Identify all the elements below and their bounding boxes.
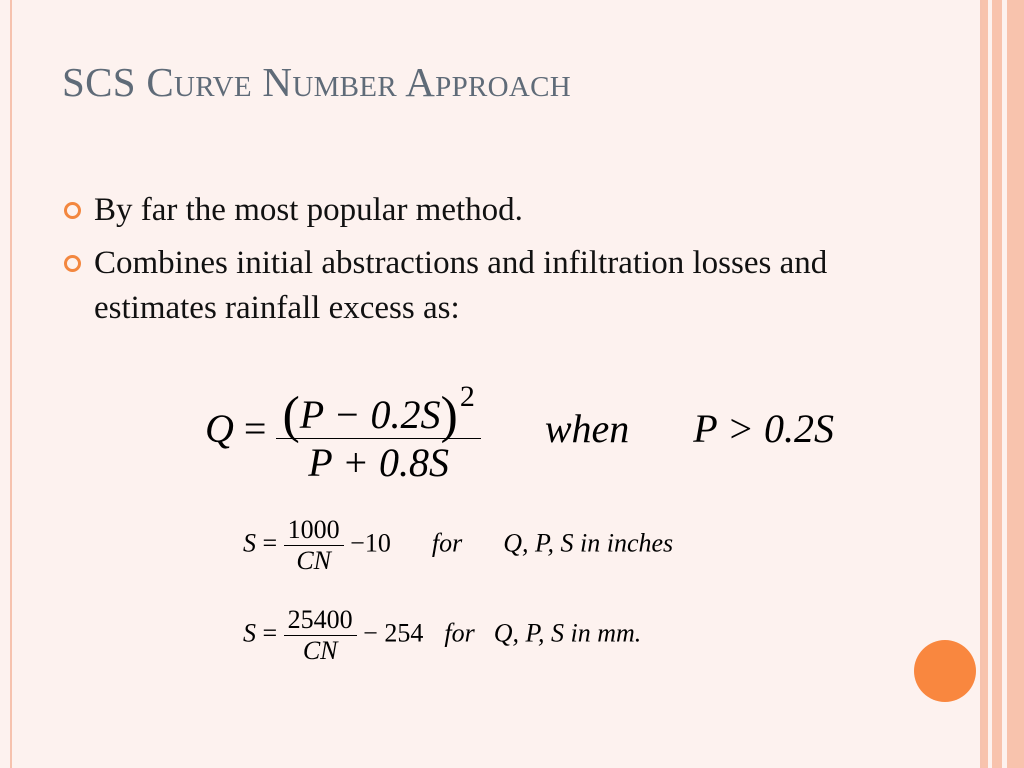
- eq2-denominator: CN: [296, 546, 332, 575]
- eq2-vars: Q, P, S in inches: [503, 528, 674, 558]
- bullet-text: By far the most popular method.: [94, 192, 523, 228]
- eq3-vars: Q, P, S in mm.: [493, 618, 642, 648]
- bullet-circle-icon: [64, 202, 81, 219]
- eq2-for: for: [431, 528, 463, 558]
- bullet-list: [62, 188, 942, 339]
- decor-orange-circle: [914, 640, 976, 702]
- eq1-fraction: $\frac{(P - 0.2S)^2}{P + 0.8S}$: [276, 380, 480, 486]
- bullet-item: [62, 188, 942, 233]
- eq3-lhs: S: [243, 618, 256, 648]
- eq2-numerator: 1000: [284, 515, 344, 546]
- decor-stripe-2: [992, 0, 1002, 768]
- eq1-lhs: Q: [205, 406, 234, 452]
- bullet-circle-icon: [64, 255, 81, 272]
- eq1-condition: P > 0.2S: [693, 406, 834, 452]
- storage-equation-inches: S = $\frac{1000}{CN}$ −10 for Q, P, S in inches: [243, 515, 674, 575]
- eq3-fraction: [284, 605, 357, 666]
- decor-stripe-3: [1007, 0, 1024, 768]
- eq1-condition-word: when: [544, 406, 630, 452]
- eq1-numerator: P − 0.2S: [299, 392, 441, 437]
- eq3-for: for: [444, 618, 475, 648]
- storage-equation-mm: S = $\frac{25400}{CN}$ − 254 for Q, P, S in mm.: [243, 605, 642, 665]
- eq2-offset: −10: [350, 528, 391, 558]
- eq1-exponent: 2: [459, 380, 475, 413]
- eq2-fraction: [284, 515, 344, 576]
- eq2-lhs: S: [243, 528, 256, 558]
- eq3-denominator: CN: [302, 636, 338, 665]
- slide-title: SCS Curve Number Approach: [62, 59, 572, 105]
- eq1-denominator: P + 0.8S: [308, 440, 449, 485]
- eq3-numerator: 25400: [284, 605, 357, 636]
- eq3-offset: − 254: [363, 618, 424, 648]
- runoff-equation: Q = $\frac{(P - 0.2S)^2}{P + 0.8S}$ when P > 0.2S: [205, 380, 834, 485]
- bullet-text: Combines initial abstractions and infiltration losses and estimates rainfall excess as:: [94, 245, 828, 326]
- decor-stripe-1: [982, 0, 988, 768]
- bullet-item: [62, 241, 942, 331]
